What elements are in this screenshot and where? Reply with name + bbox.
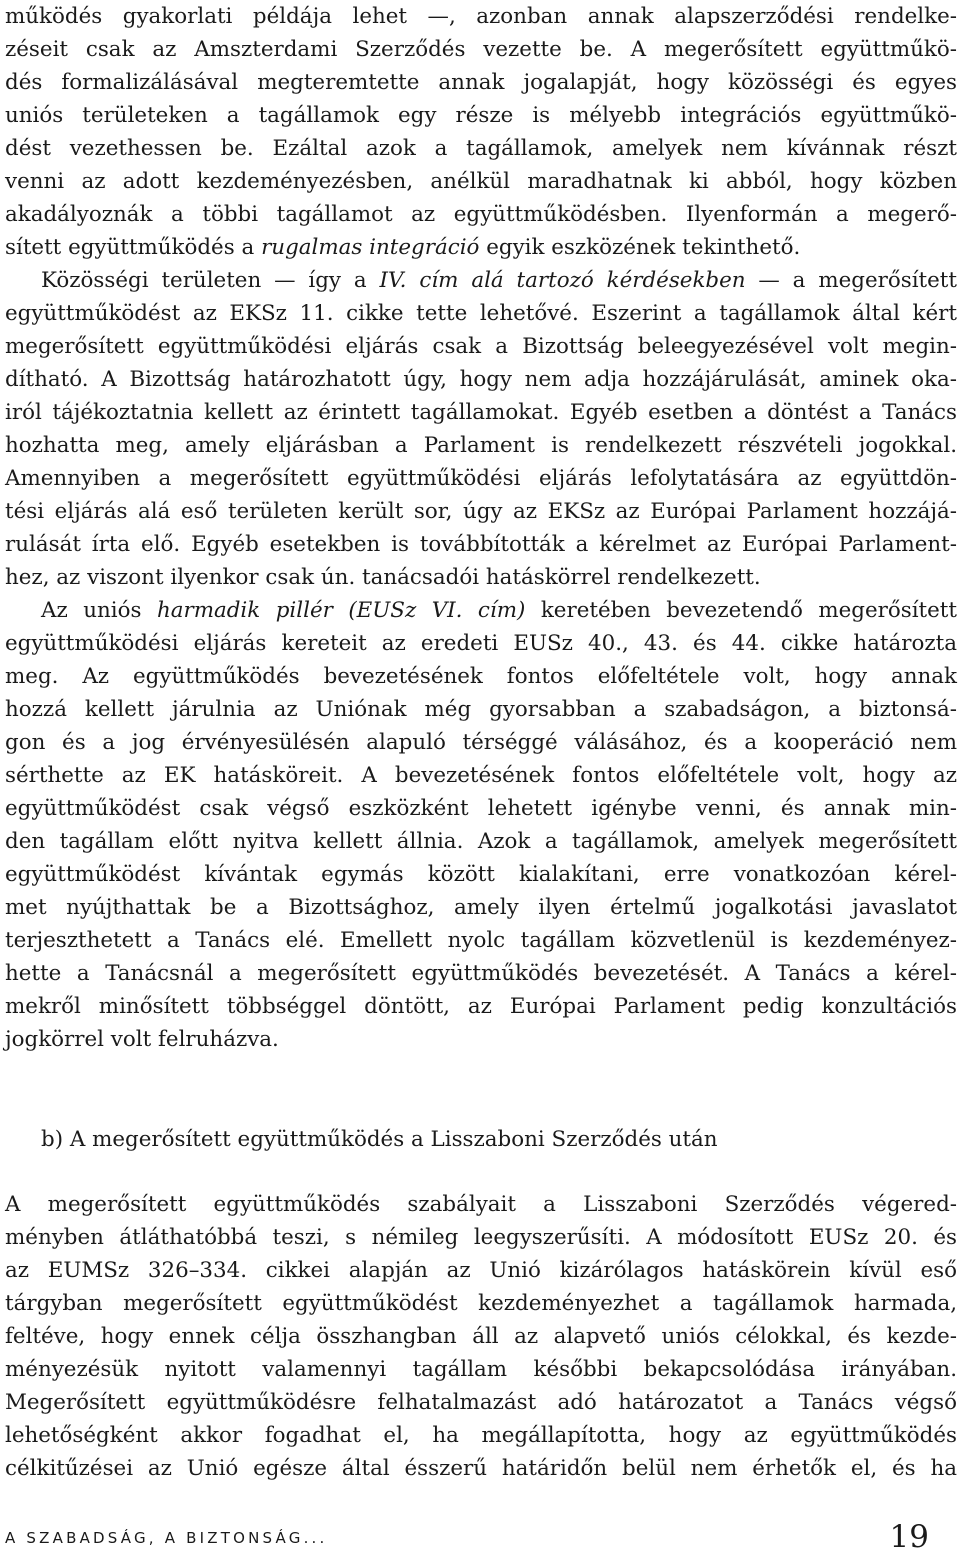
italic-term: harmadik pillér (EUSz VI. cím) [156,598,526,623]
text-segment: Közösségi területen — így a [41,268,380,293]
text-line: dítható. A Bizottság határozhatott úgy, hogy nem adja hozzájárulását, aminek oka- [5,367,957,392]
text-line: meg. Az együttműködés bevezetésének fontos előfeltétele volt, hogy annak [5,664,957,689]
text-line: az EUMSz 326–334. cikkei alapján az Unió kizárólagos hatáskörein kívül eső [5,1258,957,1283]
text-segment: keretében bevezetendő megerősített [525,598,957,623]
text-segment: Az uniós [41,598,157,623]
text-line: ményezésük nyitott valamennyi tagállam későbbi bekapcsolódása irányában. [5,1357,957,1382]
italic-term: rugalmas integráció [261,235,480,260]
text-line: célkitűzései az Unió egésze által ésszerű határidőn belül nem érhetők el, és ha [5,1456,957,1481]
text-line: hozzá kellett járulnia az Uniónak még gyorsabban a szabadságon, a biztonsá- [5,697,957,722]
text-line: dés formalizálásával megteremtette annak jogalapját, hogy közösségi és egyes [5,70,957,95]
text-line: uniós területeken a tagállamok egy része is mélyebb integrációs együttműkö- [5,103,957,128]
text-line: hette a Tanácsnál a megerősített együttműködés bevezetését. A Tanács a kérel- [5,961,957,986]
text-line: tárgyban megerősített együttműködést kezdeményezhet a tagállamok harmada, [5,1291,957,1316]
text-line: hozhatta meg, amely eljárásban a Parlament is rendelkezett részvételi jogokkal. [5,433,957,458]
text-line: ményben átláthatóbbá teszi, s némileg leegyszerűsíti. A módosított EUSz 20. és [5,1225,957,1250]
text-line: venni az adott kezdeményezésben, anélkül maradhatnak ki abból, hogy közben [5,169,957,194]
text-segment: egyik eszközének tekinthető. [479,235,801,260]
text-line: gon és a jog érvényesülésén alapuló térséggé válásához, és a kooperáció nem [5,730,957,755]
text-line: dést vezethessen be. Ezáltal azok a tagállamok, amelyek nem kívánnak részt [5,136,957,161]
text-line: mekről minősített többséggel döntött, az Európai Parlament pedig konzultációs [5,994,957,1019]
text-line: működés gyakorlati példája lehet —, azonban annak alapszerződési rendelke- [5,4,957,29]
text-line: együttműködést csak végső eszközként lehetett igénybe venni, és annak min- [5,796,957,821]
text-line [5,594,957,628]
text-line: megerősített együttműködési eljárás csak a Bizottság beleegyezésével volt megin- [5,334,957,359]
running-title: A SZABADSÁG, A BIZTONSÁG... [5,1529,328,1547]
text-line: együttműködést kívántak egymás között kialakítani, erre vonatkozóan kérel- [5,862,957,887]
text-line: akadályoznák a többi tagállamot az együttműködésben. Ilyenformán a megerő- [5,202,957,227]
text-line: jogkörrel volt felruházva. [5,1027,279,1052]
page-number: 19 [889,1519,929,1555]
text-line: rulását írta elő. Egyéb esetekben is továbbították a kérelmet az Európai Parlament- [5,532,957,557]
text-line: együttműködési eljárás kereteit az eredeti EUSz 40., 43. és 44. cikke határozta [5,631,957,656]
text-line: terjeszthetett a Tanács elé. Emellett nyolc tagállam közvetlenül is kezdeményez- [5,928,957,953]
text-line: den tagállam előtt nyitva kellett állnia. Azok a tagállamok, amelyek megerősített [5,829,957,854]
section-heading: b) A megerősített együttműködés a Lisszaboni Szerződés után [41,1127,718,1152]
text-line: együttműködést az EKSz 11. cikke tette lehetővé. Eszerint a tagállamok által kért [5,301,957,326]
text-segment: — a megerősített [745,268,957,293]
text-line: sérthette az EK hatásköreit. A bevezetésének fontos előfeltétele volt, hogy az [5,763,957,788]
text-line: lehetőségként akkor fogadhat el, ha megállapította, hogy az együttműködés [5,1423,957,1448]
text-line [5,264,957,298]
text-line: Megerősített együttműködésre felhatalmazást adó határozatot a Tanács végső [5,1390,957,1415]
text-line: feltéve, hogy ennek célja összhangban áll az alapvető uniós célokkal, és kezde- [5,1324,957,1349]
text-line: A megerősített együttműködés szabályait a Lisszaboni Szerződés végered- [5,1192,957,1217]
text-line [5,231,957,265]
text-line: Amennyiben a megerősített együttműködési eljárás lefolytatására az együttdön- [5,466,957,491]
text-segment: sített együttműködés a [5,235,262,260]
text-line: met nyújthattak be a Bizottsághoz, amely ilyen értelmű jogalkotási javaslatot [5,895,957,920]
text-line: hez, az viszont ilyenkor csak ún. tanácsadói hatáskörrel rendelkezett. [5,565,761,590]
text-line: zéseit csak az Amszterdami Szerződés vezette be. A megerősített együttműkö- [5,37,957,62]
text-line: tési eljárás alá eső területen került sor, úgy az EKSz az Európai Parlament hozzájá- [5,499,957,524]
text-line: iról tájékoztatnia kellett az érintett tagállamokat. Egyéb esetben a döntést a Tanács [5,400,957,425]
italic-term: IV. cím alá tartozó kérdésekben [379,268,746,293]
